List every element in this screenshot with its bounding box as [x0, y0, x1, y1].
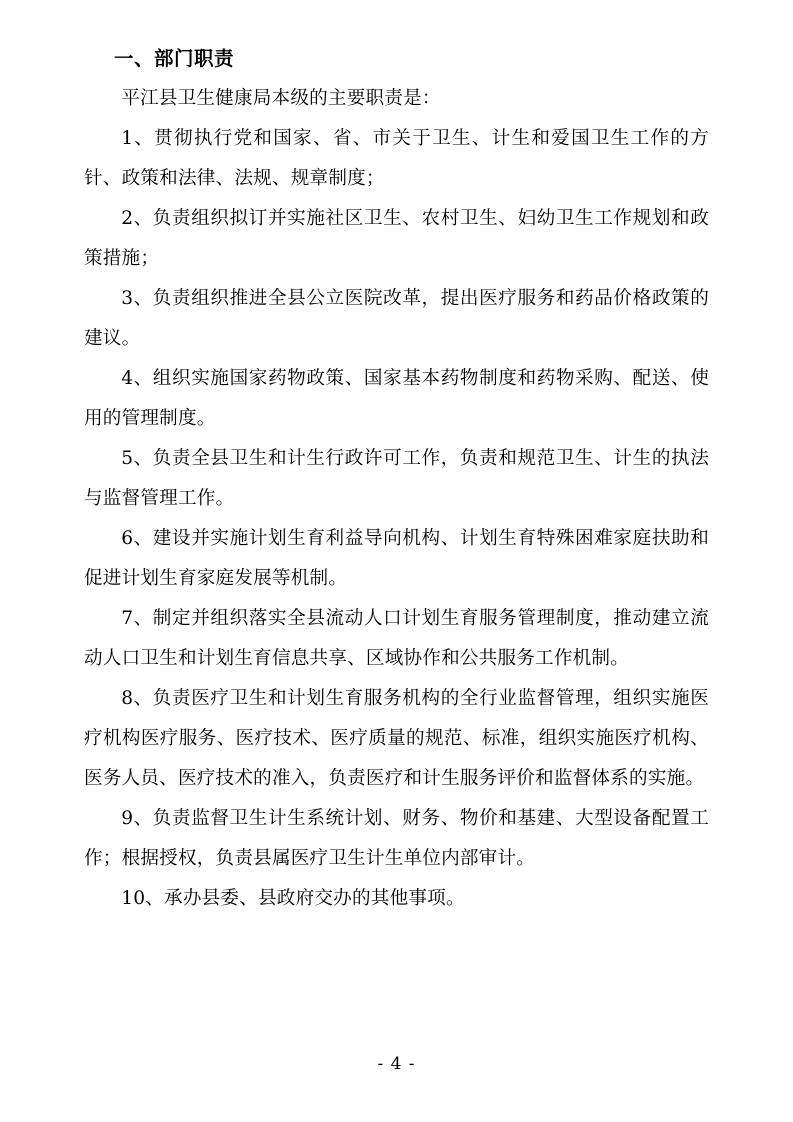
- paragraph-item-9: 9、负责监督卫生计生系统计划、财务、物价和基建、大型设备配置工作；根据授权，负责县属医疗卫生计生单位内部审计。: [84, 808, 709, 870]
- paragraph-item-5: 5、负责全县卫生和计生行政许可工作，负责和规范卫生、计生的执法与监督管理工作。: [84, 448, 709, 510]
- paragraph-item-6: 6、建设并实施计划生育利益导向机构、计划生育特殊困难家庭扶助和促进计划生育家庭发展等机制。: [84, 528, 709, 590]
- paragraph-item-8: 8、负责医疗卫生和计划生育服务机构的全行业监督管理，组织实施医疗机构医疗服务、医疗技术、医疗质量的规范、标准，组织实施医疗机构、医务人员、医疗技术的准入，负责医疗和计生服务评价和监督体系的实施。: [84, 688, 709, 790]
- paragraph-item-10: 10、承办县委、县政府交办的其他事项。: [121, 888, 465, 910]
- paragraph-item-2: 2、负责组织拟订并实施社区卫生、农村卫生、妇幼卫生工作规划和政策措施；: [84, 208, 709, 270]
- paragraph-item-7: 7、制定并组织落实全县流动人口计划生育服务管理制度，推动建立流动人口卫生和计划生育信息共享、区域协作和公共服务工作机制。: [84, 608, 709, 670]
- page-number: - 4 -: [377, 1054, 416, 1074]
- document-body: [84, 44, 709, 919]
- paragraph-intro: 平江县卫生健康局本级的主要职责是：: [121, 88, 441, 110]
- page-title: 一、部门职责: [114, 47, 235, 70]
- paragraph-item-3: 3、负责组织推进全县公立医院改革，提出医疗服务和药品价格政策的建议。: [84, 288, 709, 350]
- paragraph-item-4: 4、组织实施国家药物政策、国家基本药物制度和药物采购、配送、使用的管理制度。: [84, 368, 709, 430]
- paragraph-item-1: 1、贯彻执行党和国家、省、市关于卫生、计生和爱国卫生工作的方针、政策和法律、法规、规章制度；: [84, 128, 709, 190]
